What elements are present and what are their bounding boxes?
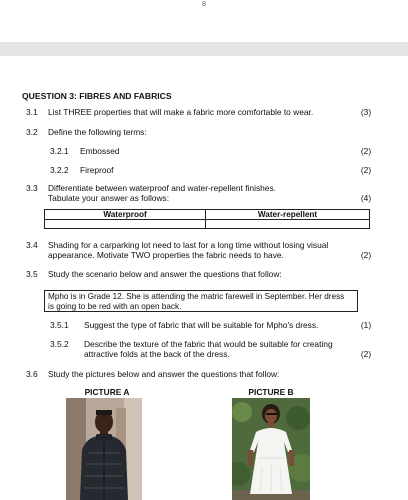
q321-text: Embossed	[80, 146, 120, 156]
q34-number: 3.4	[26, 240, 38, 250]
answer-table	[44, 209, 370, 229]
table-col-water-repellent: Water-repellent	[257, 210, 318, 219]
picture-a-label: PICTURE A	[84, 387, 130, 397]
picture-b-photo	[232, 398, 310, 500]
q352-line2: attractive folds at the back of the dress.	[84, 349, 230, 359]
picture-b-image	[232, 398, 310, 500]
document-page	[0, 56, 408, 500]
table-col-waterproof: Waterproof	[103, 210, 147, 219]
q32-text: Define the following terms:	[48, 127, 147, 137]
q34-marks: (2)	[360, 250, 372, 260]
q34-line2: appearance. Motivate TWO properties the fabric needs to have.	[48, 250, 284, 260]
q322-text: Fireproof	[80, 165, 114, 175]
q352-line1: Describe the texture of the fabric that would be suitable for creating	[84, 339, 333, 349]
q321-marks: (2)	[360, 146, 372, 156]
q36-number: 3.6	[26, 369, 38, 379]
q321-number: 3.2.1	[50, 146, 69, 156]
page-separator	[0, 42, 408, 56]
q352-number: 3.5.2	[50, 339, 69, 349]
q351-number: 3.5.1	[50, 320, 69, 330]
page-number: 8	[202, 1, 206, 8]
q35-text: Study the scenario below and answer the questions that follow:	[48, 269, 282, 279]
scenario-box	[44, 290, 358, 312]
question-title: QUESTION 3: FIBRES AND FABRICS	[22, 91, 172, 101]
q33-marks: (4)	[360, 193, 372, 203]
q35-number: 3.5	[26, 269, 38, 279]
q33-line2: Tabulate your answer as follows:	[48, 193, 170, 203]
q32-number: 3.2	[26, 127, 38, 137]
page-header	[0, 0, 408, 42]
q351-text: Suggest the type of fabric that will be suitable for Mpho's dress.	[84, 320, 319, 330]
q351-marks: (1)	[360, 320, 372, 330]
q31-number: 3.1	[26, 107, 38, 117]
q34-line1: Shading for a carparking lot need to last for a long time without losing visual	[48, 240, 329, 250]
scenario-line1: Mpho is in Grade 12. She is attending the matric farewell in September. Her dress	[48, 292, 345, 301]
q33-line1: Differentiate between waterproof and water-repellent finishes.	[48, 183, 276, 193]
q36-text: Study the pictures below and answer the questions that follow:	[48, 369, 280, 379]
scenario-line2: is going to be red with an open back.	[48, 302, 182, 311]
picture-b-label: PICTURE B	[248, 387, 294, 397]
q33-number: 3.3	[26, 183, 38, 193]
picture-a-photo	[66, 398, 142, 500]
q31-text: List THREE properties that will make a fabric more comfortable to wear.	[48, 107, 314, 117]
q322-marks: (2)	[360, 165, 372, 175]
q322-number: 3.2.2	[50, 165, 69, 175]
q352-marks: (2)	[360, 349, 372, 359]
q31-marks: (3)	[360, 107, 372, 117]
picture-a-image	[66, 398, 142, 500]
